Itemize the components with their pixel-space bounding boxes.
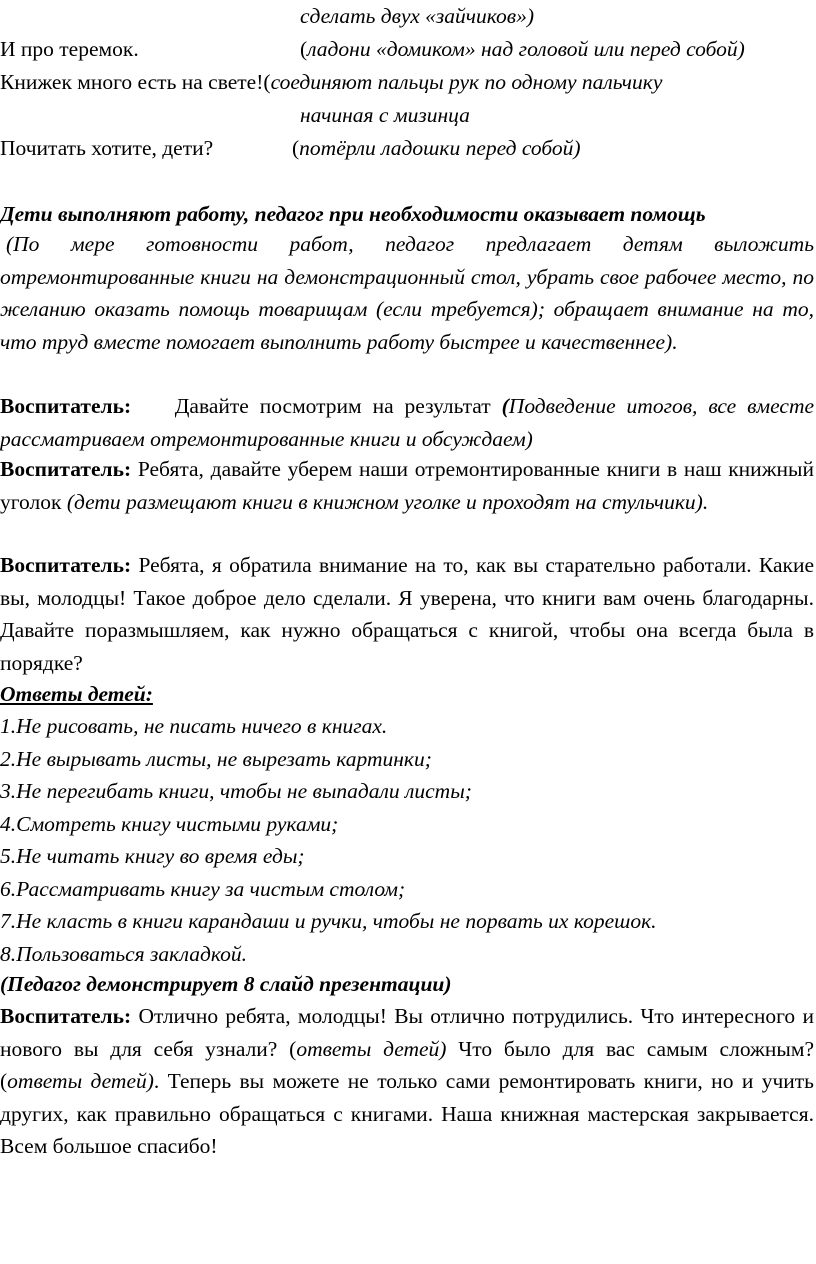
verse-line-2 bbox=[0, 66, 816, 99]
task-heading: Дети выполняют работу, педагог при необходимости оказывает помощь bbox=[0, 202, 706, 226]
paragraph-closing-text-2: Что было для вас самым сложным? ( bbox=[0, 1036, 814, 1093]
answer-item: 5.Не читать книгу во время еды; bbox=[0, 844, 305, 868]
answer-item: 2.Не вырывать листы, не вырезать картинки; bbox=[0, 746, 432, 771]
paragraph-cleanup-text: Ребята, давайте уберем наши отремонтированные книги в наш книжный уголок bbox=[0, 457, 815, 514]
verse-line-3-gesture: начиная с мизинца bbox=[300, 103, 470, 127]
paragraph-reflection-text: Ребята, я обратила внимание на то, как вы старательно работали. Какие вы, молодцы! Такое доброе дело сделали. Я уверена, что книги вам очень благодарны. Давайте поразмышляем, как нужно обращаться с книгой, чтобы она всегда была в порядке? bbox=[0, 553, 814, 675]
paragraph-summary-text: Давайте посмотрим на результат bbox=[174, 394, 491, 418]
speaker-label: Воспитатель: bbox=[0, 1004, 132, 1028]
speaker-label: Воспитатель: bbox=[0, 553, 132, 577]
paragraph-cleanup-italic: (дети размещают книги в книжном уголке и проходят на стульчики). bbox=[66, 489, 709, 514]
verse-line-1-gesture: ладони «домиком» над головой или перед собой) bbox=[307, 37, 745, 61]
paragraph-closing-italic-2: ответы детей) bbox=[7, 1069, 154, 1093]
speaker-label: Воспитатель: bbox=[0, 394, 132, 418]
paragraph-closing-text-3: . Теперь вы можете не только сами ремонтировать книги, но и учить других, как правильно обращаться с книгами. Наша книжная мастерская закрывается. Всем большое спасибо! bbox=[0, 1069, 814, 1158]
paragraph-closing-italic-1: ответы детей) bbox=[296, 1036, 447, 1061]
answer-item: 8.Пользоваться закладкой. bbox=[0, 941, 248, 966]
paragraph-cleanup bbox=[0, 453, 814, 518]
paragraph-summary-italic: Подведение итогов, все вместе рассматриваем отремонтированные книги и обсуждаем) bbox=[0, 394, 815, 451]
verse-line-1-text: И про теремок. bbox=[0, 37, 139, 61]
slide-note: (Педагог демонстрирует 8 слайд презентации) bbox=[0, 972, 452, 996]
answer-item: 7.Не класть в книги карандаши и ручки, чтобы не порвать их корешок. bbox=[0, 909, 657, 933]
paragraph-closing-text-1: Отлично ребята, молодцы! Вы отлично потрудились. Что интересного и нового вы для себя узнали? ( bbox=[0, 1004, 814, 1061]
verse-line-4-gesture: потёрли ладошки перед собой) bbox=[299, 136, 581, 160]
answers-heading: Ответы детей: bbox=[0, 682, 153, 706]
verse-line-1-paren: ( bbox=[300, 37, 308, 61]
task-note: (По мере готовности работ, педагог предлагает детям выложить отремонтированные книги на демонстрационный стол, убрать свое рабочее место, по желанию оказать помощь товарищам (если требуется); обращает внимание на то, что труд вместе помогает выполнить работу быстрее и качественнее). bbox=[0, 232, 814, 354]
paragraph-summary bbox=[0, 390, 814, 455]
verse-line-4-paren: ( bbox=[292, 136, 300, 160]
answer-item: 3.Не перегибать книги, чтобы не выпадали листы; bbox=[0, 779, 472, 803]
answer-item: 1.Не рисовать, не писать ничего в книгах. bbox=[0, 714, 388, 738]
paragraph-closing bbox=[0, 1000, 814, 1163]
verse-line-2-gesture: соединяют пальцы рук по одному пальчику bbox=[270, 70, 663, 94]
verse-line-2-paren: ( bbox=[263, 70, 271, 94]
answer-item: 6.Рассматривать книгу за чистым столом; bbox=[0, 876, 406, 901]
verse-line-2-text: Книжек много есть на свете! bbox=[0, 70, 264, 94]
paragraph-summary-paren: ( bbox=[501, 394, 509, 418]
verse-line-0-gesture: сделать двух «зайчиков») bbox=[300, 4, 535, 28]
speaker-label: Воспитатель: bbox=[0, 457, 132, 481]
paragraph-reflection bbox=[0, 549, 814, 679]
answer-item: 4.Смотреть книгу чистыми руками; bbox=[0, 811, 339, 836]
verse-line-4-text: Почитать хотите, дети? bbox=[0, 136, 214, 160]
